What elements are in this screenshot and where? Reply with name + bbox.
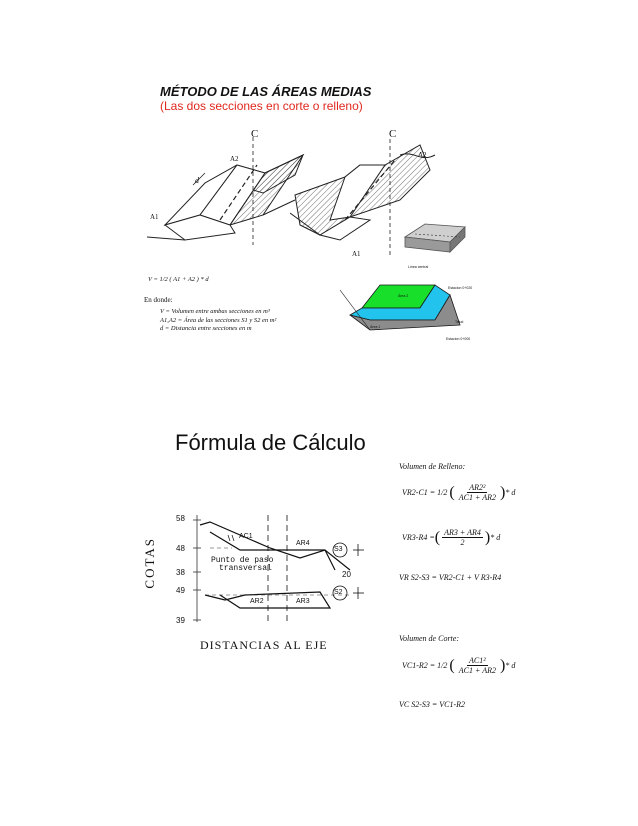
volume-formula: V = 1/2 ( A1 + A2 ) * d xyxy=(148,276,209,283)
definition-d: d = Distancia entre secciones en m xyxy=(160,325,252,332)
grey-prism-diagram xyxy=(395,212,475,262)
talud-label: Talud xyxy=(455,320,464,324)
area2-label: Área 2 xyxy=(398,294,409,298)
definition-a: A1,A2 = Área de las secciones S1 y S2 en m² xyxy=(160,316,277,324)
area-ar4-label: AR4 xyxy=(296,540,310,547)
distance-d-label-left: d xyxy=(195,176,199,185)
y-tick-38: 38 xyxy=(176,568,185,577)
relleno-f1-half: 1/2 xyxy=(437,488,448,497)
area-a1-label-right: A1 xyxy=(352,250,361,258)
area-a1-label-left: A1 xyxy=(150,213,159,221)
y-tick-49: 49 xyxy=(176,586,185,595)
corte-f1-lhs: VC1-R2 = xyxy=(402,661,436,670)
relleno-f1-tail: * d xyxy=(505,488,516,497)
corte-f1-half: 1/2 xyxy=(437,661,448,670)
relleno-f1-den: AC1 + AR2 xyxy=(458,493,496,502)
x-axis-label: DISTANCIAS AL EJE xyxy=(200,638,328,652)
note-line-2: transversal xyxy=(219,564,272,573)
section1-title: MÉTODO DE LAS ÁREAS MEDIAS xyxy=(160,84,372,99)
estacion-bottom-label: Estacion 0+000 xyxy=(446,337,471,341)
area-ar2-label: AR2 xyxy=(250,598,264,605)
centerline-label-left: C xyxy=(251,128,259,140)
y-tick-39: 39 xyxy=(176,616,185,625)
y-axis-label: COTAS xyxy=(142,537,157,589)
area1-label: Área 1 xyxy=(370,325,381,329)
y-tick-58: 58 xyxy=(176,514,185,523)
estacion-top-label: Estacion 0+020 xyxy=(448,286,473,290)
corte-f1-den: AC1 + AR2 xyxy=(458,666,496,675)
corte-f1-tail: * d xyxy=(505,661,516,670)
relleno-f1-lhs: VR2-C1 = xyxy=(402,488,436,497)
area-prism-diagram xyxy=(340,270,480,340)
transversal-note xyxy=(211,557,273,573)
relleno-f1-num: AR2² xyxy=(469,483,486,492)
section2-title: Fórmula de Cálculo xyxy=(175,430,366,455)
corte-formula-1: VC1-R2 = 1/2 ( $\frac{\text{AC1²}}{AC1 + AR2}$ ) * d xyxy=(402,656,516,675)
section-s2-label: S2 xyxy=(334,589,343,596)
definition-v: V = Volumen entre ambas secciones en m³ xyxy=(160,308,270,315)
corte-f1-num: AC1² xyxy=(469,656,486,665)
section1-subtitle: (Las dos secciones en corte o relleno) xyxy=(160,99,363,113)
area-ac1-label: AC1 xyxy=(239,533,253,540)
relleno-formula-2: VR3-R4 = ( $\frac{AR3 + AR4}{2}$ ) * d xyxy=(402,528,501,547)
area-ar3-label: AR3 xyxy=(296,598,310,605)
en-donde-label: En donde: xyxy=(144,296,173,304)
linea-central-label: Línea central xyxy=(408,265,429,269)
area-a2-label-left: A2 xyxy=(230,155,239,163)
relleno-f2-tail: * d xyxy=(490,533,501,542)
distance-label: 20 xyxy=(342,570,351,579)
corte-formula-2: VC S2-S3 = VC1-R2 xyxy=(399,700,466,709)
relleno-formula-1: VR2-C1 = 1/2 ( $\frac{\text{AR2²}}{AC1 + AR2}$ ) * d xyxy=(402,483,516,502)
relleno-f2-num: AR3 + AR4 xyxy=(444,528,481,537)
relleno-f2-lhs: VR3-R4 = xyxy=(402,533,435,542)
area-a2-label-right: A2 xyxy=(418,151,427,159)
definitions-list xyxy=(160,308,276,334)
relleno-heading: Volumen de Relleno: xyxy=(399,462,466,471)
fill-prism-diagram xyxy=(145,125,305,255)
relleno-formula-3: VR S2-S3 = VR2-C1 + V R3-R4 xyxy=(399,573,502,582)
corte-heading: Volumen de Corte: xyxy=(399,634,459,643)
centerline-label-right: C xyxy=(389,128,397,140)
relleno-f2-den: 2 xyxy=(460,538,465,547)
section-s3-label: S3 xyxy=(334,546,343,553)
y-tick-48: 48 xyxy=(176,544,185,553)
note-line-1: Punto de paso xyxy=(211,556,274,565)
